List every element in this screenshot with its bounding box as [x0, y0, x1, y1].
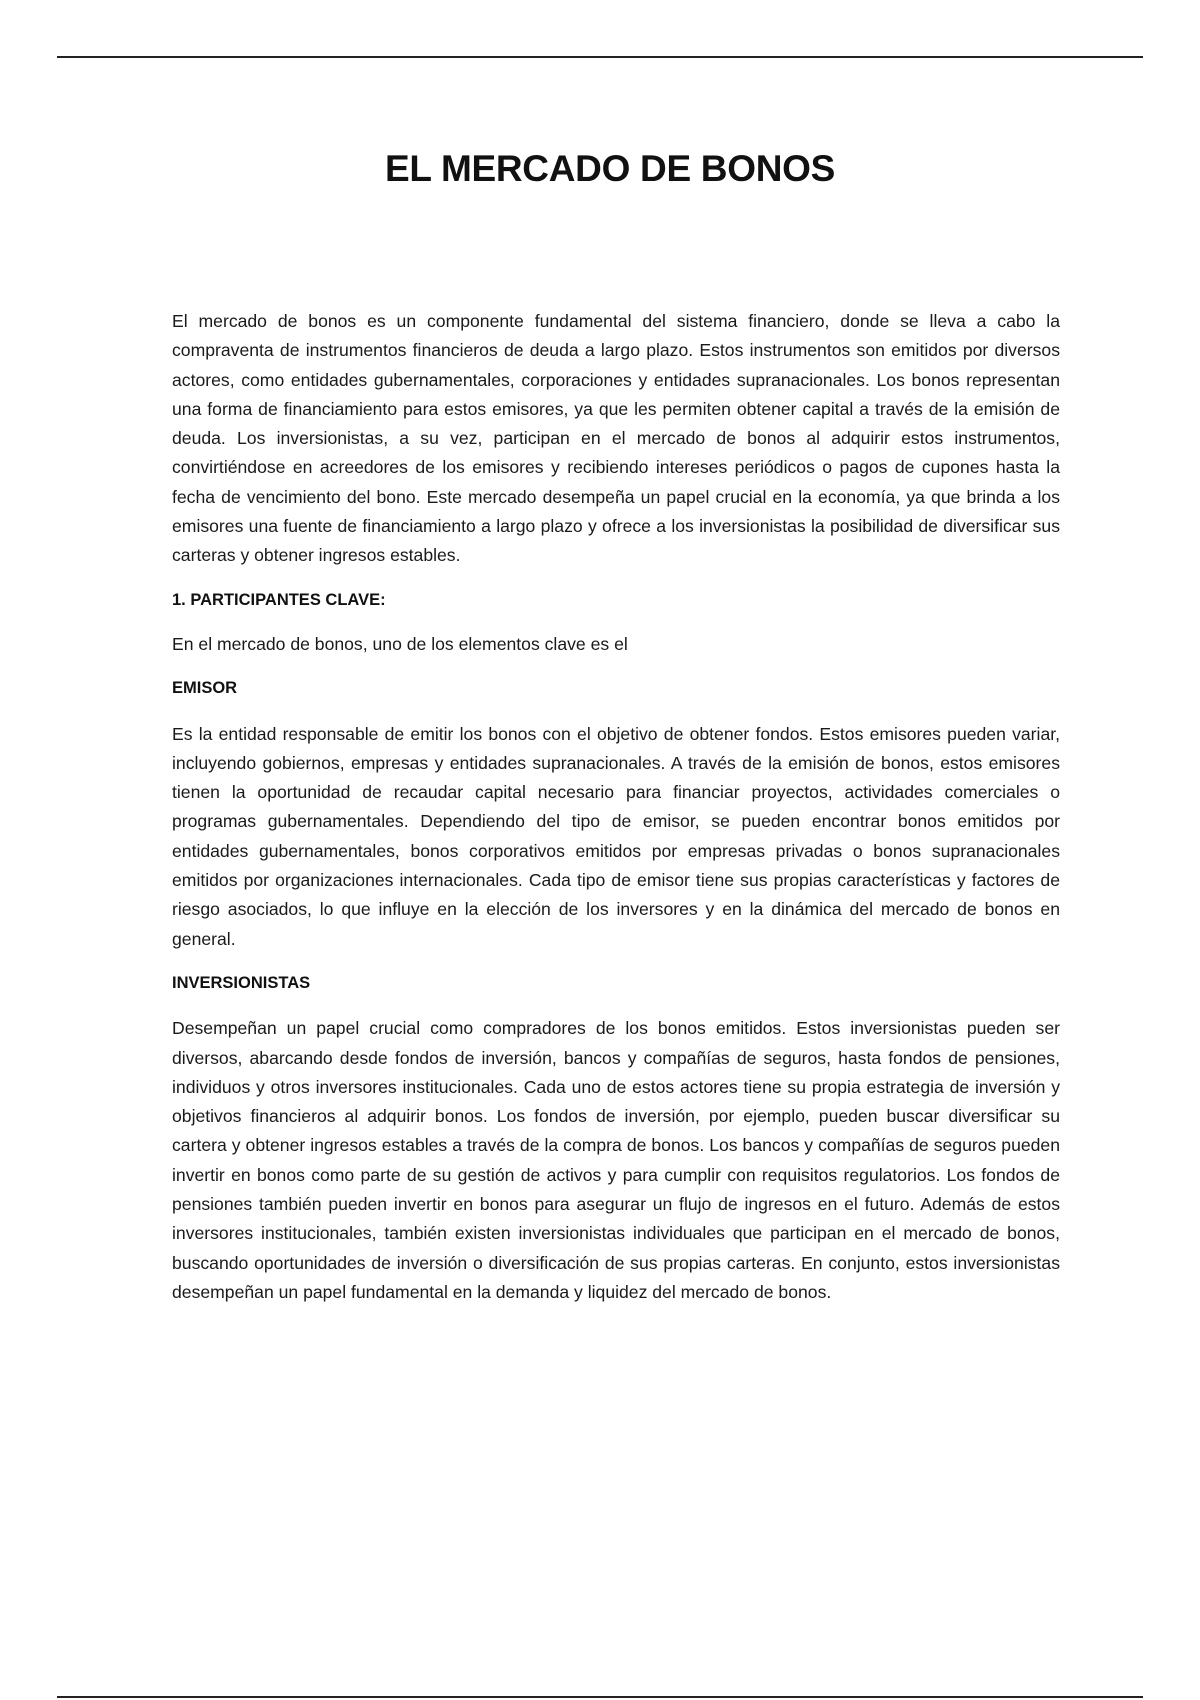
header-rule	[57, 56, 1143, 58]
spacer	[172, 659, 1060, 674]
section-lead-paragraph: En el mercado de bonos, uno de los elementos clave es el	[172, 633, 628, 654]
spacer	[172, 954, 1060, 969]
intro-paragraph: El mercado de bonos es un componente fundamental del sistema financiero, donde se lleva a cabo la compraventa de instrumentos financieros de deuda a largo plazo. Estos instrumentos son emitidos por diversos actores, como entidades gubernamentales, corporaciones y entidades supranacionales. Los bonos representan una forma de financiamiento para estos emisores, ya que les permiten obtener capital a través de la emisión de deuda. Los inversionistas, a su vez, participan en el mercado de bonos al adquirir estos instrumentos, convirtiéndose en acreedores de los emisores y recibiendo intereses periódicos o pagos de cupones hasta la fecha de vencimiento del bono. Este mercado desempeña un papel crucial en la economía, ya que brinda a los emisores una fuente de financiamiento a largo plazo y ofrece a los inversionistas la posibilidad de diversificar sus carteras y obtener ingresos estables.	[172, 311, 1060, 566]
footer-rule	[57, 1696, 1143, 1698]
spacer	[172, 615, 1060, 630]
spacer	[172, 704, 1060, 720]
spacer	[172, 998, 1060, 1014]
section-heading-participantes: 1. PARTICIPANTES CLAVE:	[172, 590, 386, 609]
spacer	[172, 571, 1060, 586]
emisor-paragraph: Es la entidad responsable de emitir los bonos con el objetivo de obtener fondos. Estos emisores pueden variar, incluyendo gobiernos, empresas y entidades supranacionales. A través de la emisión de bonos, estos emisores tienen la oportunidad de recaudar capital necesario para financiar proyectos, actividades comerciales o programas gubernamentales. Dependiendo del tipo de emisor, se pueden encontrar bonos emitidos por entidades gubernamentales, bonos corporativos emitidos por empresas privadas o bonos supranacionales emitidos por organizaciones internacionales. Cada tipo de emisor tiene sus propias características y factores de riesgo asociados, lo que influye en la elección de los inversores y en la dinámica del mercado de bonos en general.	[172, 723, 1060, 949]
document-title: EL MERCADO DE BONOS	[385, 148, 835, 189]
document-body	[172, 307, 1060, 1307]
inversionistas-paragraph: Desempeñan un papel crucial como compradores de los bonos emitidos. Estos inversionistas pueden ser diversos, abarcando desde fondos de inversión, bancos y compañías de seguros, hasta fondos de pensiones, individuos y otros inversores institucionales. Cada uno de estos actores tiene su propia estrategia de inversión y objetivos financieros al adquirir bonos. Los fondos de inversión, por ejemplo, pueden buscar diversificar su cartera y obtener ingresos estables a través de la compra de bonos. Los bancos y compañías de seguros pueden invertir en bonos como parte de su gestión de activos y para cumplir con requisitos regulatorios. Los fondos de pensiones también pueden invertir en bonos para asegurar un flujo de ingresos en el futuro. Además de estos inversores institucionales, también existen inversionistas individuales que participan en el mercado de bonos, buscando oportunidades de inversión o diversificación de sus propias carteras. En conjunto, estos inversionistas desempeñan un papel fundamental en la demanda y liquidez del mercado de bonos.	[172, 1018, 1060, 1302]
subheading-emisor: EMISOR	[172, 679, 238, 698]
subheading-inversionistas: INVERSIONISTAS	[172, 973, 311, 992]
